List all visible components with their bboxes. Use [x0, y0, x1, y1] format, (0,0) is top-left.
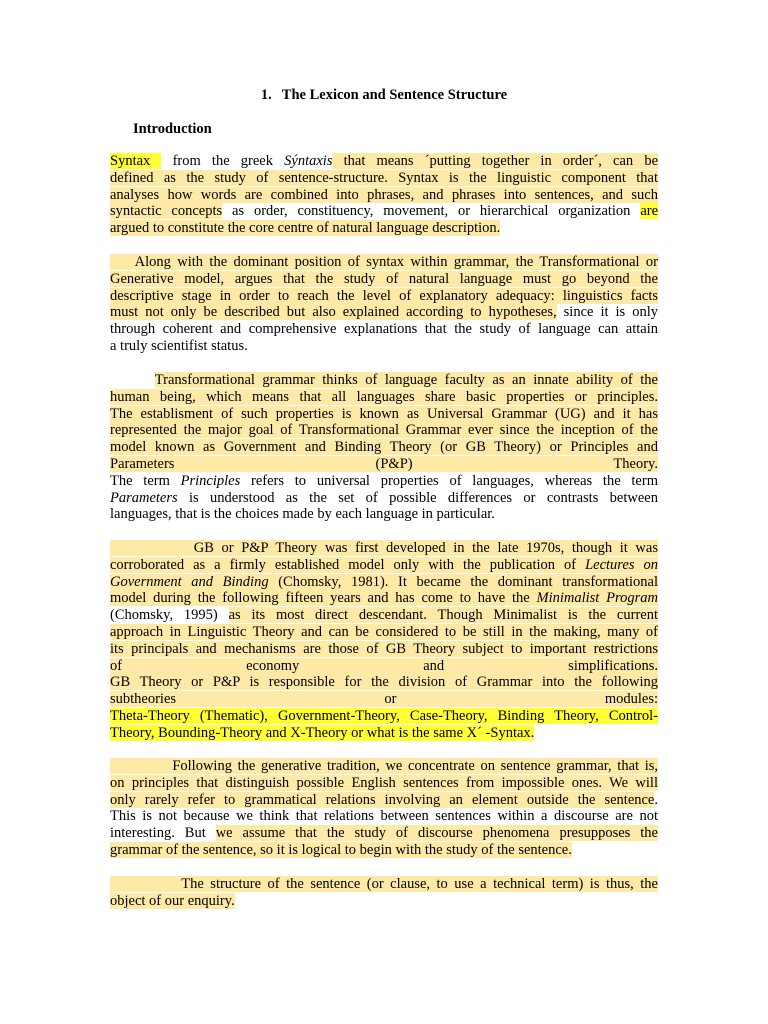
- text-line: [110, 842, 658, 859]
- text-run: grammar of the sentence, so it is logical to begin with the study of the sentence.: [110, 842, 572, 858]
- text-run: This is not because we think that relations between sentences within a discourse are not: [110, 808, 658, 825]
- text-line: [110, 372, 658, 389]
- text-line: [110, 338, 658, 355]
- text-line: [110, 473, 658, 490]
- text-run: are: [640, 203, 659, 220]
- text-run: Theta-Theory (Thematic), Government-Theory, Case-Theory, Binding Theory, Control-: [110, 708, 658, 724]
- text-run: GB or P&P Theory was first developed in the late 1970s, though it was: [110, 540, 658, 556]
- text-run: object of our enquiry.: [110, 892, 235, 909]
- text-line: [110, 624, 658, 641]
- text-line: [110, 590, 658, 607]
- text-run: Transformational grammar thinks of language faculty as an innate ability of the: [154, 372, 658, 388]
- text-line: [110, 288, 658, 305]
- text-line: [110, 406, 658, 423]
- text-line: [110, 422, 658, 439]
- text-run: languages, that is the choices made by each language in particular.: [110, 506, 495, 523]
- text-run: (Chomsky, 1981). It became the dominant transformational: [268, 573, 658, 590]
- text-line: [110, 490, 658, 507]
- text-line: [110, 893, 658, 910]
- text-line: [110, 304, 658, 321]
- text-run: .: [654, 791, 658, 808]
- text-run: GB Theory or P&P is responsible for the division of Grammar into the following: [110, 674, 658, 691]
- text-line: [110, 825, 658, 842]
- text-run: model during the following fifteen years and has come to have the: [110, 590, 537, 607]
- text-run: must not only be described but also explained according to hypotheses,: [110, 304, 557, 321]
- text-run: defined as the study of sentence-structure. Syntax is the linguistic component that: [110, 169, 658, 186]
- text-line: [110, 876, 658, 893]
- text-run: [110, 372, 155, 388]
- text-line: [110, 808, 658, 825]
- text-run: refers to universal properties of languages, whereas the term: [240, 472, 658, 489]
- text-run: Theory, Bounding-Theory and X-Theory or what is the same X´ -Syntax.: [110, 724, 535, 741]
- text-run: Along with the dominant position of syntax within grammar, the Transformational or: [110, 254, 658, 270]
- text-line: [110, 153, 658, 170]
- text-line: [110, 674, 658, 691]
- text-line: [110, 456, 658, 473]
- text-run: The term: [110, 472, 181, 489]
- text-run: descriptive stage in order to reach the level of explanatory adequacy: linguistics facts: [110, 287, 658, 304]
- text-run: only rarely refer to grammatical relations involving an element outside the sentence: [110, 791, 655, 808]
- text-line: [110, 775, 658, 792]
- text-run: as order, constituency, movement, or hierarchical organization: [222, 203, 641, 220]
- text-line: [110, 574, 658, 591]
- text-run: The establisment of such properties is known as Universal Grammar (UG) and it has: [110, 405, 658, 422]
- text-run: represented the major goal of Transformational Grammar ever since the inception of the: [110, 422, 658, 439]
- text-line: [110, 271, 658, 288]
- text-run: we assume that the study of discourse phenomena presupposes the: [215, 825, 658, 842]
- text-run: Generative model, argues that the study of natural language must go beyond the: [110, 270, 658, 287]
- text-run: Lectures on: [585, 556, 658, 573]
- text-run: from the greek: [161, 153, 285, 169]
- text-run: on principles that distinguish possible English sentences from impossible ones. We will: [110, 774, 658, 791]
- text-run: Principles: [180, 472, 241, 489]
- text-run: Sýntaxis: [284, 153, 333, 169]
- text-run: interesting. But: [110, 825, 216, 842]
- text-run: Syntax: [110, 153, 162, 169]
- text-line: [110, 792, 658, 809]
- text-run: corroborated as a firmly established model only with the publication of: [110, 556, 586, 573]
- text-line: [110, 658, 658, 675]
- text-line: [110, 220, 658, 237]
- text-run: its principals and mechanisms are those of GB Theory subject to important restrictions: [110, 640, 658, 657]
- text-run: The structure of the sentence (or clause, to use a technical term) is thus, the: [110, 876, 658, 892]
- text-run: Parameters (P&P) Theory.: [110, 456, 658, 472]
- text-run: a truly scientifist status.: [110, 338, 248, 354]
- text-run: Following the generative tradition, we concentrate on sentence grammar, that is,: [110, 758, 658, 774]
- text-run: analyses how words are combined into phrases, and phrases into sentences, and such: [110, 186, 658, 203]
- title-text: The Lexicon and Sentence Structure: [281, 87, 508, 103]
- text-run: (Chomsky, 1995): [110, 607, 229, 624]
- text-line: [110, 691, 658, 708]
- text-line: [110, 557, 658, 574]
- text-run: of economy and simplifications.: [110, 657, 658, 674]
- text-line: [110, 725, 658, 742]
- text-line: [110, 203, 658, 220]
- text-run: model known as Government and Binding Theory (or GB Theory) or Principles and: [110, 439, 658, 456]
- text-line: [110, 321, 658, 338]
- text-run: argued to constitute the core centre of natural language description.: [110, 220, 501, 237]
- text-run: Government and Binding: [110, 573, 269, 590]
- text-line: [110, 506, 658, 523]
- text-run: subtheories or modules:: [110, 691, 658, 708]
- text-run: through coherent and comprehensive explanations that the study of language can attain: [110, 321, 658, 338]
- text-line: [110, 439, 658, 456]
- text-run: Minimalist Program: [536, 590, 658, 607]
- text-line: [110, 389, 658, 406]
- text-run: that means ´putting together in order´, can be: [332, 153, 659, 169]
- text-run: since it is only: [556, 304, 658, 321]
- text-run: Parameters: [110, 489, 178, 506]
- text-run: approach in Linguistic Theory and can be considered to be still in the making, many of: [110, 624, 658, 640]
- text-run: syntactic concepts: [110, 203, 223, 220]
- text-line: [110, 607, 658, 624]
- section-heading: Introduction: [133, 121, 212, 137]
- text-line: [110, 187, 658, 204]
- document-title: [0, 87, 768, 104]
- title-number: 1.: [260, 87, 272, 103]
- text-run: is understood as the set of possible differences or contrasts between: [177, 489, 658, 506]
- text-run: as its most direct descendant. Though Minimalist is the current: [228, 607, 658, 624]
- text-line: [110, 254, 658, 271]
- text-run: human being, which means that all languages share basic properties or principles.: [110, 388, 658, 405]
- text-line: [110, 641, 658, 658]
- text-line: [110, 758, 658, 775]
- text-line: [110, 540, 658, 557]
- text-line: [110, 708, 658, 725]
- text-line: [110, 170, 658, 187]
